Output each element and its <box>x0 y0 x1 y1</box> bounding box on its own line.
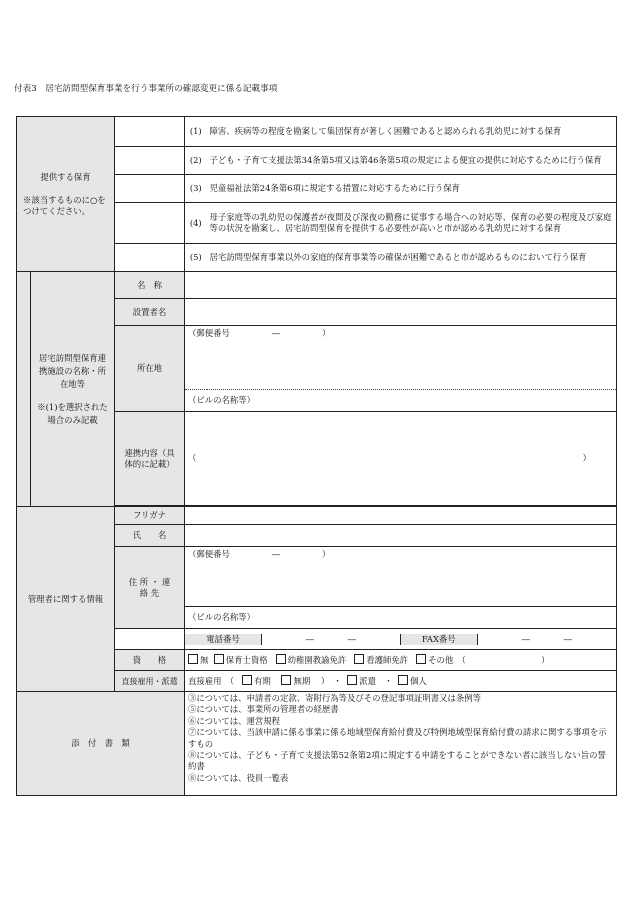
emp-close: ） ・ <box>320 676 342 686</box>
item-number: (4) <box>185 203 207 244</box>
attachment-line: ⑤については、事業所の管理者の経歴書 <box>188 704 339 715</box>
employment-label: 直接雇用・派遣 <box>115 671 185 692</box>
tel-fax-row <box>185 629 617 650</box>
attachments-list <box>185 692 617 796</box>
attachment-line: ⑦については、当該申請に係る事業に係る地域型保育給付費及び特例地域型保育給付費の請求に関する事項を示すもの <box>188 727 607 749</box>
facility-header <box>31 272 115 507</box>
paren-open: （ <box>188 453 197 463</box>
mark-cell-4[interactable] <box>115 203 185 244</box>
tel-label: 電話番号 <box>185 634 262 645</box>
attachment-line: ⑥については、運営規程 <box>188 715 280 726</box>
checkbox[interactable] <box>242 675 252 685</box>
checkbox[interactable] <box>347 675 357 685</box>
attachment-line: ⑧については、役員一覧表 <box>188 772 289 783</box>
facility-location-label: 所在地 <box>115 326 185 412</box>
tel-field[interactable]: ― ― <box>262 634 401 645</box>
emp-individual: 個人 <box>409 676 427 686</box>
qual-option: その他 （ ） <box>428 655 550 665</box>
attachment-line: ⑧については、子ども・子育て支援法第52条第2項に規定する申請をすることができない者に該当しない旨の誓約書 <box>188 750 606 772</box>
checkbox[interactable] <box>354 654 364 664</box>
emp-direct: 直接雇用 （ <box>188 676 235 686</box>
paren-close: ） <box>582 453 591 463</box>
facility-building-text: （ビルの名称等） <box>188 395 255 405</box>
qual-option: 看護師免許 <box>366 655 409 665</box>
facility-label: 居宅訪問型保育連携施設の名称・所在地等 <box>39 352 106 389</box>
facility-founder-field[interactable] <box>185 299 617 326</box>
form-sheet <box>16 116 616 796</box>
manager-postal-field[interactable] <box>185 547 617 607</box>
qual-option: 無 <box>200 655 209 665</box>
manager-name-label: 氏 名 <box>115 525 185 547</box>
facility-building-field[interactable] <box>185 390 617 412</box>
item-number: (1) <box>185 117 207 147</box>
facility-postal-field[interactable] <box>185 326 617 390</box>
facility-name-field[interactable] <box>185 272 617 299</box>
employment-options <box>185 671 617 692</box>
manager-label: 管理者に関する情報 <box>27 593 104 604</box>
checkbox[interactable] <box>276 654 286 664</box>
mark-cell-5[interactable] <box>115 244 185 272</box>
mark-cell-2[interactable] <box>115 147 185 175</box>
manager-postal-text: （郵便番号 ― ） <box>188 549 331 559</box>
care-item-text: 居宅訪問型保育事業以外の家庭的保育事業等の確保が困難であると市が認めるものにおいて行う保育 <box>207 244 617 272</box>
furigana-label: フリガナ <box>115 507 185 525</box>
tel-fax-spacer <box>115 629 185 650</box>
care-item-text: 子ども・子育て支援法第34条第5項又は第46条第5項の規定による便宜の提供に対応するために行う保育 <box>207 147 617 175</box>
facility-founder-label: 設置者名 <box>115 299 185 326</box>
facility-content-field[interactable] <box>185 412 617 506</box>
manager-building-text: （ビルの名称等） <box>188 612 255 622</box>
qualification-options <box>185 650 617 671</box>
fax-label: FAX番号 <box>400 634 477 645</box>
care-item-text: 母子家庭等の乳幼児の保護者が夜間及び深夜の勤務に従事する場合への対応等、保育の必要の程度及び家庭等の状況を勘案し、居宅訪問型保育を提供する必要性が高いと市が認める乳幼児に対する保育 <box>207 203 617 244</box>
facility-note: ※(1)を選択された場合のみ記載 <box>37 401 108 425</box>
fax-field[interactable]: ― ― <box>521 633 572 644</box>
checkbox[interactable] <box>214 654 224 664</box>
facility-postal-text: （郵便番号 ― ） <box>188 328 331 338</box>
facility-content-label: 連携内容（具体的に記載） <box>115 412 185 506</box>
manager-building-field[interactable] <box>185 607 617 629</box>
item-number: (3) <box>185 175 207 203</box>
emp-unfixed: 無期 <box>293 676 311 686</box>
care-item-text: 障害、疾病等の程度を勘案して集団保育が著しく困難であると認められる乳幼児に対する保育 <box>207 117 617 147</box>
mark-cell-3[interactable] <box>115 175 185 203</box>
item-number: (5) <box>185 244 207 272</box>
checkbox[interactable] <box>416 654 426 664</box>
attachments-header <box>17 692 185 796</box>
provided-care-note: ※該当するものに○をつけてください。 <box>23 194 106 216</box>
care-item-text: 児童福祉法第24条第6項に規定する措置に対応するために行う保育 <box>207 175 617 203</box>
checkbox[interactable] <box>188 654 198 664</box>
checkbox[interactable] <box>281 675 291 685</box>
facility-name-label: 名 称 <box>115 272 185 299</box>
form-table <box>16 116 617 796</box>
provided-care-header <box>17 117 115 272</box>
provided-care-label: 提供する保育 <box>40 171 91 182</box>
manager-name-field[interactable] <box>185 525 617 547</box>
qual-option: 幼稚園教諭免許 <box>287 655 347 665</box>
qualification-label: 資 格 <box>115 650 185 671</box>
emp-dispatch: 派遣 ・ <box>359 676 393 686</box>
item-number: (2) <box>185 147 207 175</box>
facility-indent <box>17 272 31 507</box>
form-title: 付表3 居宅訪問型保育事業を行う事業所の確認変更に係る記載事項 <box>14 84 278 94</box>
manager-header <box>17 507 115 692</box>
manager-address-label: 住 所 ・ 連 絡 先 <box>115 547 185 629</box>
furigana-field[interactable] <box>185 507 617 525</box>
attachment-line: ③については、申請者の定款、寄附行為等及びその登記事項証明書又は条例等 <box>188 693 481 703</box>
qual-option: 保育士資格 <box>225 655 268 665</box>
checkbox[interactable] <box>398 675 408 685</box>
emp-fixed: 有期 <box>254 676 271 686</box>
mark-cell-1[interactable] <box>115 117 185 147</box>
attachments-label: 添 付 書 類 <box>71 738 130 748</box>
